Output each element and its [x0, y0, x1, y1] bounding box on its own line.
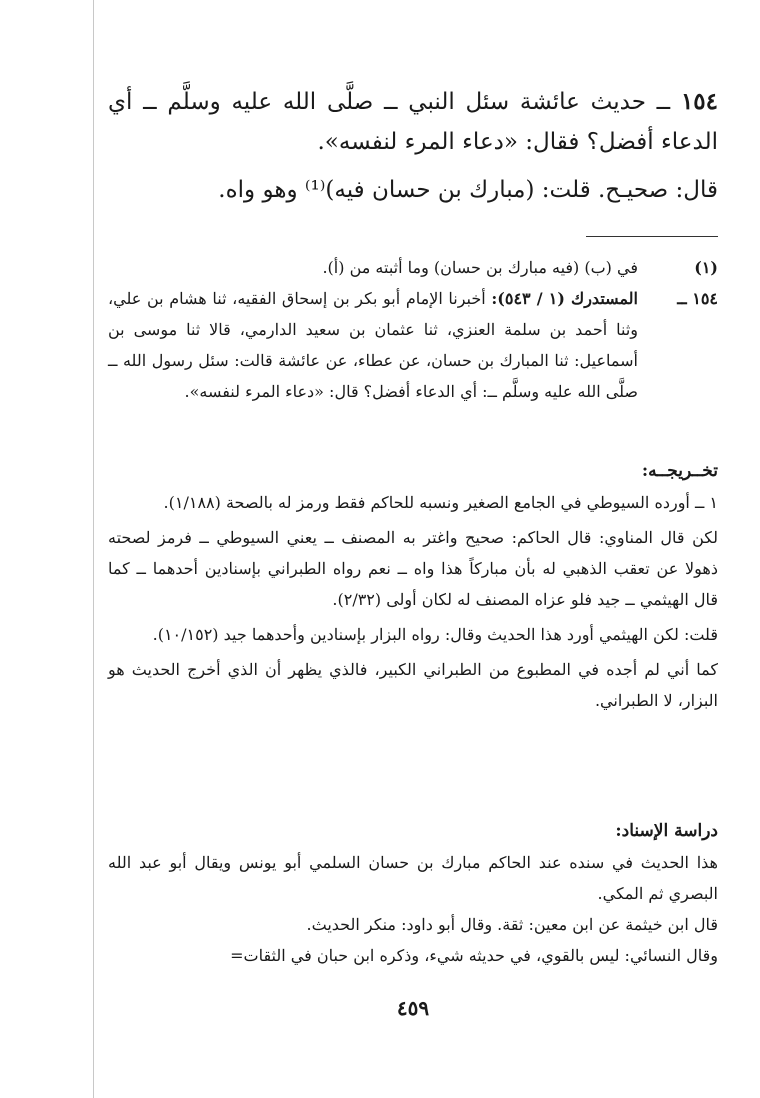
- footnotes: [108, 252, 718, 407]
- footnote-2: [108, 283, 718, 407]
- footnote-1: [108, 252, 718, 283]
- isnad-text: أخبرنا الإمام أبو بكر بن إسحاق الفقيه، ثنا هشام بن علي، وثنا أحمد بن سلمة العنزي، ثنا عثمان بن سعيد الدارمي، قالا ثنا موسى بن أسماعيل: ثنا المبارك بن حسان، عن عطاء، عن عائشة قالت: سئل رسول الله ــ صلَّى الله عليه وسلَّم ــ: أي الدعاء أفضل؟ قال: «دعاء المرء لنفسه».: [108, 289, 638, 401]
- isnad-study-paragraph: قال ابن خيثمة عن ابن معين: ثقة. وقال أبو داود: منكر الحديث.: [306, 915, 718, 934]
- page-number: ٤٥٩: [396, 996, 430, 1020]
- footnote-text: [108, 283, 638, 407]
- binding-margin-line: [93, 0, 94, 1098]
- takhrij-paragraph: كما أني لم أجده في المطبوع من الطبراني الكبير، فالذي يظهر أن الذي أخرج الحديث هو البزار، لا الطبراني.: [108, 660, 719, 710]
- footnote-separator: [586, 236, 718, 237]
- footnote-text: في (ب) (فيه مبارك بن حسان) وما أثبته من (أ).: [322, 258, 638, 277]
- isnad-study-heading: دراسة الإسناد:: [615, 821, 718, 841]
- book-page: [108, 0, 718, 1098]
- footnote-mark: ١٥٤ ــ: [677, 289, 718, 308]
- takhrij-paragraph: ١ ــ أورده السيوطي في الجامع الصغير ونسبه للحاكم فقط ورمز له بالصحة (١/١٨٨).: [163, 493, 718, 512]
- takhrij-section: [108, 456, 718, 720]
- takhrij-paragraph: لكن قال المناوي: قال الحاكم: صحيح واغتر به المصنف ــ يعني السيوطي ــ فرمز لصحته ذهولا عن تعقب الذهبي له بأن مباركاً هذا واه ــ نعم رواه الطبراني بإسنادين أحدهما ــ كما قال الهيثمي ــ جيد فلو عزاه المصنف له لكان أولى (٢/٣٢).: [108, 528, 718, 609]
- isnad-study-paragraph: وقال النسائي: ليس بالقوي، في حديثه شيء، وذكره ابن حبان في الثقات=: [230, 946, 718, 965]
- hadith-text-line: [108, 82, 718, 162]
- takhrij-paragraph: قلت: لكن الهيثمي أورد هذا الحديث وقال: رواه البزار بإسنادين وأحدهما جيد (١٠/١٥٢).: [152, 625, 718, 644]
- hadith-text: ــ حديث عائشة سئل النبي ــ صلَّى الله عليه وسلَّم ــ أي الدعاء أفضل؟ فقال: «دعاء المرء لنفسه».: [108, 89, 718, 155]
- isnad-study-section: [108, 816, 718, 971]
- isnad-study-paragraph: هذا الحديث في سنده عند الحاكم مبارك بن حسان السلمي أبو يونس ويقال أبو عبد الله البصري ثم المكي.: [108, 853, 718, 903]
- hadith-verdict: قال: صحيـح. قلت: (مبارك بن حسان فيه)⁽¹⁾ وهو واه.: [218, 177, 718, 203]
- footnote-mark: (١): [694, 258, 718, 277]
- source-reference: المستدرك (١ / ٥٤٣):: [491, 289, 639, 308]
- hadith-block: [108, 82, 718, 210]
- hadith-number: ١٥٤: [680, 88, 719, 115]
- takhrij-heading: تخــريجــه:: [641, 461, 718, 481]
